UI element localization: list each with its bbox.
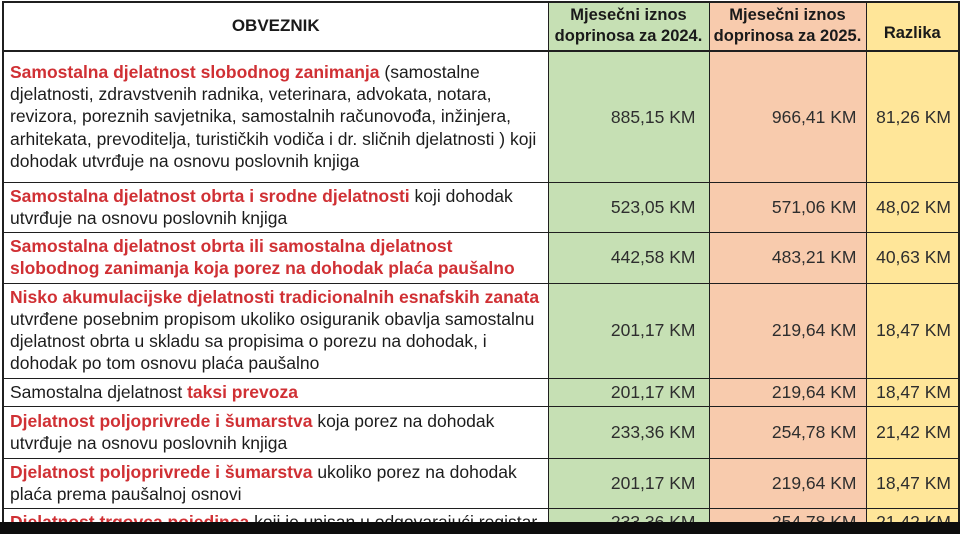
table-header (3, 2, 959, 51)
bottom-black-bar (0, 522, 960, 534)
amount-2024-cell: 201,17 KM (548, 458, 709, 508)
table-row (3, 51, 959, 182)
obveznik-text: (samostalne djelatnosti, zdravstvenih radnika, veterinara, advokata, notara, revizora, poreznih savjetnika, samostalnih računovođa, inžinjera, arhitekata, prevoditelja, turističkih vodiča i dr. sličnih djelatnosti ) koji dohodak utvrđuje na osnovu poslovnih knjiga (10, 61, 537, 171)
razlika-cell: 18,47 KM (866, 283, 959, 378)
amount-2025-cell: 483,21 KM (709, 233, 866, 283)
obveznik-highlight-text: Djelatnost poljoprivrede i šumarstva (10, 461, 313, 482)
table-row (3, 233, 959, 283)
table-row (3, 406, 959, 458)
amount-2024-cell: 233,36 KM (548, 406, 709, 458)
obveznik-highlight-text: taksi prevoza (187, 381, 298, 402)
amount-2024-cell: 523,05 KM (548, 182, 709, 232)
header-2024: Mjesečni iznos doprinosa za 2024. (548, 2, 709, 51)
table-row (3, 182, 959, 232)
obveznik-text: koji dohodak utvrđuje na osnovu poslovnih knjiga (10, 185, 513, 228)
amount-2025-cell: 571,06 KM (709, 182, 866, 232)
obveznik-cell (3, 51, 548, 182)
amount-2025-cell: 254,78 KM (709, 406, 866, 458)
obveznik-highlight-text: Samostalna djelatnost obrta i srodne djelatnosti (10, 185, 410, 206)
contributions-table (2, 1, 960, 534)
razlika-cell: 18,47 KM (866, 458, 959, 508)
obveznik-text: koja porez na dohodak utvrđuje na osnovu poslovnih knjiga (10, 410, 495, 453)
amount-2025-cell: 219,64 KM (709, 378, 866, 406)
razlika-cell: 21,42 KM (866, 406, 959, 458)
amount-2024-cell: 201,17 KM (548, 378, 709, 406)
obveznik-text: Samostalna djelatnost (10, 381, 188, 402)
obveznik-cell (3, 378, 548, 406)
obveznik-cell (3, 182, 548, 232)
obveznik-text: ukoliko porez na dohodak plaća prema paušalnoj osnovi (10, 461, 517, 504)
obveznik-cell (3, 283, 548, 378)
table-body (3, 51, 959, 534)
obveznik-highlight-text: Samostalna djelatnost obrta ili samostalna djelatnost slobodnog zanimanja koja porez na dohodak plaća paušalno (10, 236, 515, 279)
amount-2025-cell: 966,41 KM (709, 51, 866, 182)
razlika-cell: 81,26 KM (866, 51, 959, 182)
razlika-cell: 48,02 KM (866, 182, 959, 232)
table-row (3, 458, 959, 508)
obveznik-cell (3, 458, 548, 508)
amount-2024-cell: 885,15 KM (548, 51, 709, 182)
razlika-cell: 18,47 KM (866, 378, 959, 406)
obveznik-text: utvrđene posebnim propisom ukoliko osiguranik obavlja samostalnu djelatnost obrta u skladu sa propisima o porezu na dohodak, i dohodak po tom osnovu plaća paušalno (10, 308, 535, 374)
header-row (3, 2, 959, 51)
amount-2025-cell: 219,64 KM (709, 458, 866, 508)
obveznik-highlight-text: Samostalna djelatnost slobodnog zanimanja (10, 61, 380, 82)
razlika-cell: 40,63 KM (866, 233, 959, 283)
table-row (3, 378, 959, 406)
obveznik-highlight-text: Djelatnost poljoprivrede i šumarstva (10, 410, 313, 431)
obveznik-cell (3, 406, 548, 458)
table-row (3, 283, 959, 378)
header-2025: Mjesečni iznos doprinosa za 2025. (709, 2, 866, 51)
header-obveznik: OBVEZNIK (3, 2, 548, 51)
obveznik-highlight-text: Nisko akumulacijske djelatnosti tradicionalnih esnafskih zanata (10, 286, 540, 307)
amount-2024-cell: 442,58 KM (548, 233, 709, 283)
header-razlika: Razlika (866, 2, 959, 51)
obveznik-cell (3, 233, 548, 283)
amount-2025-cell: 219,64 KM (709, 283, 866, 378)
amount-2024-cell: 201,17 KM (548, 283, 709, 378)
